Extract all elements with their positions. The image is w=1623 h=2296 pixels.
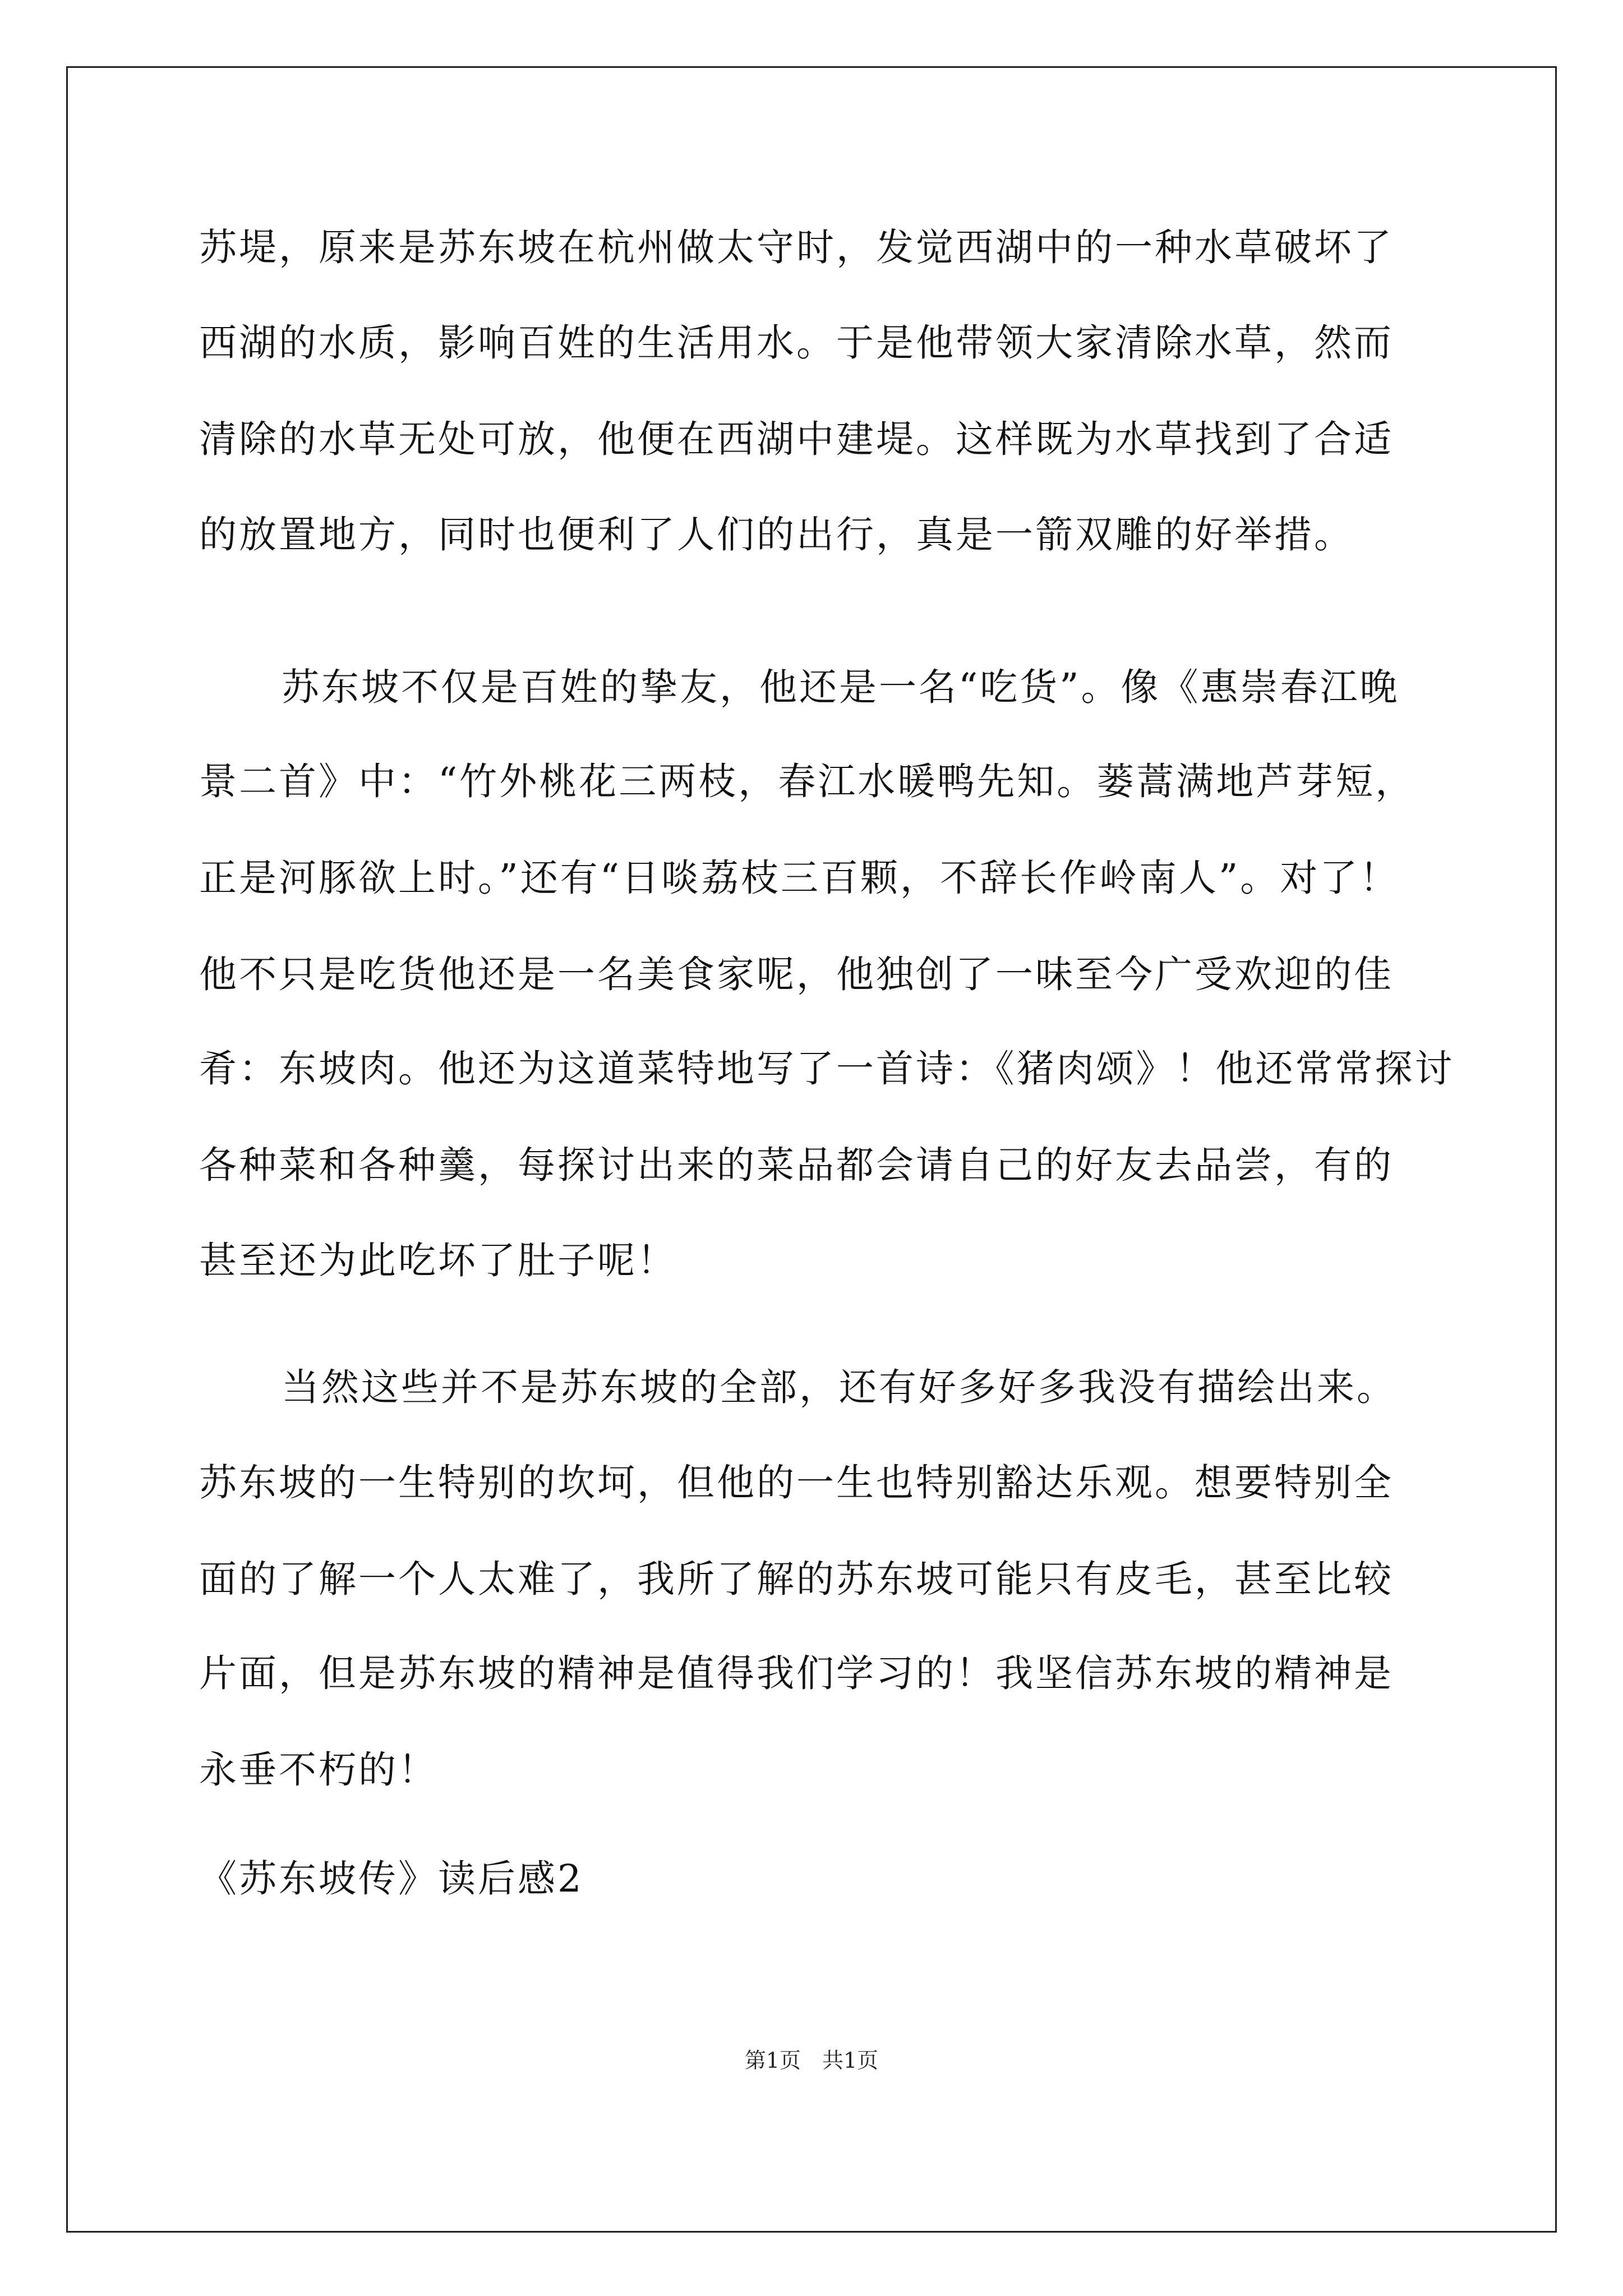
paragraph-2-line-5: 肴：东坡肉。他还为这道菜特地写了一首诗：《猪肉颂》！他还常常探讨: [199, 1047, 1455, 1091]
paragraph-1-line-1: 苏堤，原来是苏东坡在杭州做太守时，发觉西湖中的一种水草破坏了: [199, 226, 1394, 269]
paragraph-2-line-1: 苏东坡不仅是百姓的挚友，他还是一名“吃货”。像《惠崇春江晚: [282, 665, 1400, 709]
paragraph-3-line-4: 片面，但是苏东坡的精神是值得我们学习的！我坚信苏东坡的精神是: [199, 1651, 1394, 1695]
section-heading: 《苏东坡传》读后感2: [199, 1857, 584, 1901]
paragraph-2-line-7: 甚至还为此吃坏了肚子呢！: [199, 1239, 677, 1282]
paragraph-2-line-4: 他不只是吃货他还是一名美食家呢，他独创了一味至今广受欢迎的佳: [199, 953, 1394, 996]
paragraph-3-line-2: 苏东坡的一生特别的坎坷，但他的一生也特别豁达乐观。想要特别全: [199, 1461, 1394, 1504]
paragraph-2-line-3: 正是河豚欲上时。”还有“日啖荔枝三百颗，不辞长作岭南人”。对了！: [199, 856, 1400, 900]
paragraph-2-line-2: 景二首》中：“竹外桃花三两枝，春江水暖鸭先知。蒌蒿满地芦芽短，: [199, 760, 1415, 803]
paragraph-1-line-4: 的放置地方，同时也便利了人们的出行，真是一箭双雕的好举措。: [199, 513, 1354, 556]
paragraph-2-line-6: 各种菜和各种羹，每探讨出来的菜品都会请自己的好友去品尝，有的: [199, 1143, 1394, 1187]
page-footer: 第1页 共1页: [744, 2048, 879, 2073]
paragraph-3-line-1: 当然这些并不是苏东坡的全部，还有好多好多我没有描绘出来。: [282, 1365, 1396, 1409]
paragraph-3-line-3: 面的了解一个人太难了，我所了解的苏东坡可能只有皮毛，甚至比较: [199, 1557, 1394, 1601]
paragraph-1-line-3: 清除的水草无处可放，他便在西湖中建堤。这样既为水草找到了合适: [199, 417, 1394, 461]
paragraph-1-line-2: 西湖的水质，影响百姓的生活用水。于是他带领大家清除水草，然而: [199, 321, 1394, 365]
paragraph-3-line-5: 永垂不朽的！: [199, 1748, 438, 1792]
